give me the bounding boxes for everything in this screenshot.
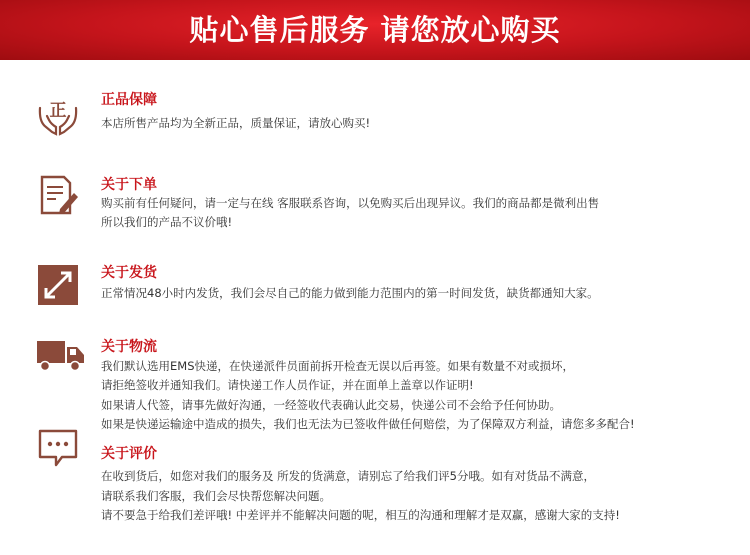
section-title: 关于下单 [101,177,157,193]
section-text-line: 购买前有任何疑问，请一定与在线 客服联系咨询，以免购买后出现异议。我们的商品都是微利出售 [101,196,600,210]
genuine-hands-icon [36,94,80,138]
section-text-line: 请不要急于给我们差评哦! 中差评并不能解决问题的呢，相互的沟通和理解才是双赢，感谢大家的支持! [101,508,620,522]
section-text-line: 本店所售产品均为全新正品，质量保证，请放心购买! [101,116,371,130]
section-text-line: 如果是快递运输途中造成的损失，我们也无法为已签收件做任何赔偿，为了保障双方利益，请您多多配合! [101,417,635,431]
shipping-box-arrow-icon [36,263,80,307]
svg-text:正: 正 [49,101,67,121]
section-title: 关于发货 [101,265,157,281]
order-form-icon [36,173,80,217]
section-text-line: 请拒绝签收并通知我们。请快递工作人员作证，并在面单上盖章以作证明! [101,378,474,392]
section-text-line: 正常情况48小时内发货，我们会尽自己的能力做到能力范围内的第一时间发货，缺货都通知大家。 [101,286,599,300]
header-banner [0,0,750,60]
section-text-line: 在收到货后，如您对我们的服务及 所发的货满意，请别忘了给我们评5分哦。如有对货品不满意， [101,469,595,483]
section-text-line: 所以我们的产品不议价哦! [101,215,233,229]
section-text-line: 如果请人代签，请事先做好沟通，一经签收代表确认此交易，快递公司不会给予任何协助。 [101,398,561,412]
section-text-line: 请联系我们客服，我们会尽快帮您解决问题。 [101,489,331,503]
banner-title: 贴心售后服务 请您放心购买 [189,13,561,47]
section-title: 关于评价 [101,446,157,462]
delivery-truck-icon [36,333,86,377]
section-text-line: 我们默认选用EMS快递，在快递派件员面前拆开检查无误以后再签。如果有数量不对或损坏， [101,359,574,373]
chat-bubble-icon [36,427,80,471]
section-title: 关于物流 [101,339,157,355]
section-title: 正品保障 [101,92,157,108]
